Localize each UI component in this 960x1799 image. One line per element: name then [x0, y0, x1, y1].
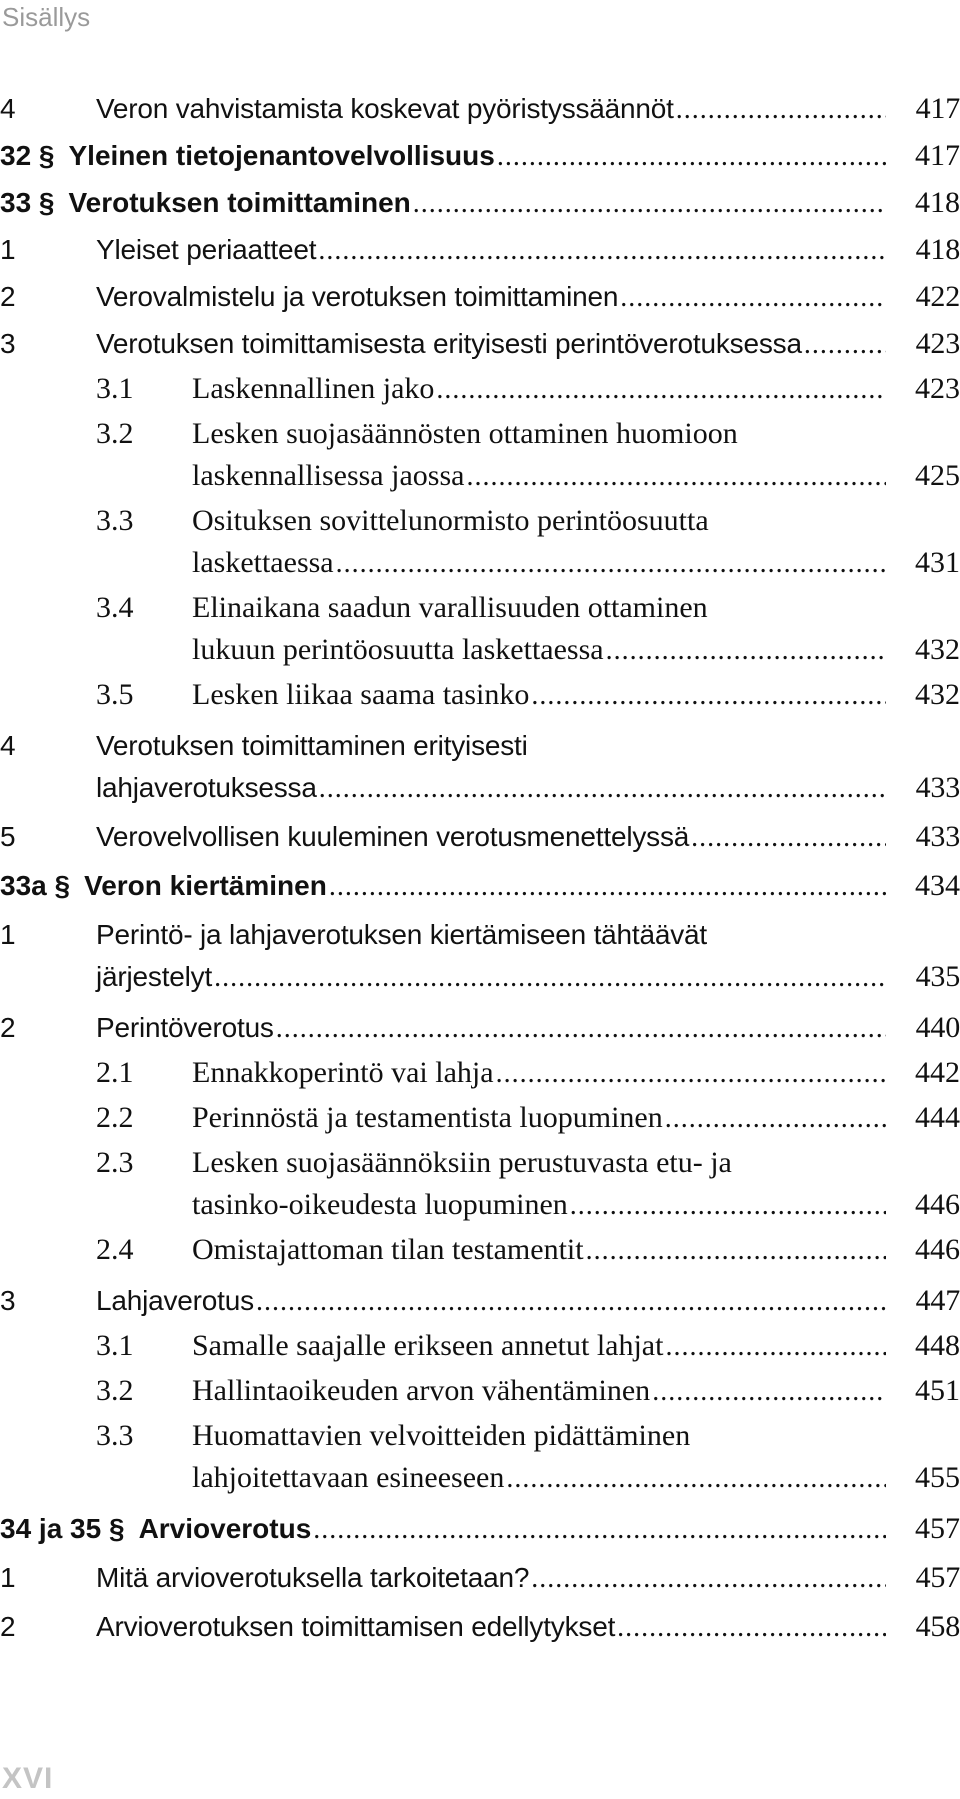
toc-entry-title: Hallintaoikeuden arvon vähentäminen	[192, 1374, 651, 1407]
toc-entry[interactable]	[0, 500, 960, 585]
dot-leader	[804, 324, 886, 366]
toc-entry[interactable]	[0, 88, 960, 131]
toc-entry[interactable]	[0, 587, 960, 672]
toc-entry-title-line: Lesken suojasäännösten ottaminen huomioon	[192, 417, 738, 450]
running-header: Sisällys	[2, 2, 91, 32]
toc-entry[interactable]	[0, 1557, 960, 1600]
toc-entry-page: 451	[915, 1374, 960, 1407]
dot-leader	[676, 89, 886, 131]
dot-leader	[665, 1098, 886, 1140]
toc-entry[interactable]	[0, 1280, 960, 1323]
toc-entry-title: järjestelyt	[96, 961, 213, 992]
toc-entry-title: Perinnöstä ja testamentista luopuminen	[192, 1101, 663, 1134]
dot-leader	[256, 1281, 886, 1323]
toc-entry-number: 32 §	[0, 140, 55, 171]
toc-entry-title: Veron vahvistamista koskevat pyöristyssäännöt	[96, 93, 674, 124]
toc-entry-number: 1	[0, 1562, 16, 1593]
toc-entry[interactable]	[0, 1508, 960, 1551]
toc-entry-title: Arvioverotus	[138, 1513, 312, 1544]
toc-entry[interactable]	[0, 914, 960, 999]
toc-entry-number: 3	[0, 1285, 16, 1316]
dot-leader	[691, 817, 886, 859]
toc-entry[interactable]	[0, 865, 960, 908]
toc-entry-title: Lesken liikaa saama tasinko	[192, 678, 530, 711]
toc-entry-title-line: Perintö- ja lahjaverotuksen kiertämiseen tähtäävät	[96, 919, 708, 950]
toc-entry[interactable]	[0, 1052, 960, 1095]
toc-entry-page: 457	[915, 1561, 960, 1594]
toc-entry-title: lukuun perintöosuutta laskettaessa	[192, 633, 604, 666]
toc-entry[interactable]	[0, 1229, 960, 1272]
toc-entry-number: 2.2	[96, 1101, 134, 1134]
dot-leader	[466, 456, 886, 498]
toc-entry-title-line: Verotuksen toimittaminen erityisesti	[96, 730, 528, 761]
dot-leader	[313, 1509, 886, 1551]
toc-entry-title: tasinko-oikeudesta luopuminen	[192, 1188, 568, 1221]
dot-leader	[617, 1607, 886, 1649]
dot-leader	[620, 277, 886, 319]
dot-leader	[570, 1185, 886, 1227]
toc-entry[interactable]	[0, 323, 960, 366]
dot-leader	[652, 1371, 886, 1413]
toc-entry-page: 446	[915, 1188, 960, 1221]
toc-entry-page: 423	[915, 372, 960, 405]
toc-entry-title: Verovelvollisen kuuleminen verotusmenettelyssä	[96, 821, 690, 852]
dot-leader	[329, 866, 886, 908]
toc-entry-number: 3.4	[96, 591, 134, 624]
toc-entry-title-line: Lesken suojasäännöksiin perustuvasta etu- ja	[192, 1146, 732, 1179]
dot-leader	[531, 1558, 886, 1600]
toc-entry[interactable]	[0, 816, 960, 859]
toc-entry[interactable]	[0, 1606, 960, 1649]
dot-leader	[497, 136, 886, 178]
toc-entry[interactable]	[0, 276, 960, 319]
toc-entry-number: 1	[0, 234, 16, 265]
toc-entry-title: Laskennallinen jako	[192, 372, 435, 405]
toc-entry-title: Verovalmistelu ja verotuksen toimittaminen	[96, 281, 619, 312]
toc-entry[interactable]	[0, 1097, 960, 1140]
toc-entry[interactable]	[0, 674, 960, 717]
toc-entry[interactable]	[0, 1325, 960, 1368]
toc-entry-title: Verotuksen toimittaminen	[68, 187, 411, 218]
toc-entry-title: lahjaverotuksessa	[96, 772, 317, 803]
toc-entry-page: 442	[915, 1056, 960, 1089]
toc-entry[interactable]	[0, 725, 960, 810]
toc-entry-page: 447	[915, 1284, 960, 1317]
dot-leader	[214, 957, 886, 999]
toc-entry-page: 457	[915, 1512, 960, 1545]
toc-entry-title-line: Osituksen sovittelunormisto perintöosuutta	[192, 504, 709, 537]
page-number: XVI	[2, 1762, 54, 1795]
toc-entry-page: 446	[915, 1233, 960, 1266]
dot-leader	[496, 1053, 886, 1095]
toc-entry-number: 2	[0, 281, 16, 312]
toc-entry-page: 440	[915, 1011, 960, 1044]
toc-entry-page: 425	[915, 459, 960, 492]
toc-entry[interactable]	[0, 1142, 960, 1227]
toc-entry-page: 434	[915, 869, 960, 902]
toc-entry-title: Mitä arvioverotuksella tarkoitetaan?	[96, 1562, 530, 1593]
toc-entry-number: 4	[0, 93, 16, 124]
toc-entry-number: 3.2	[96, 1374, 134, 1407]
toc-entry[interactable]	[0, 413, 960, 498]
toc-entry-number: 2	[0, 1611, 16, 1642]
toc-entry-number: 4	[0, 730, 16, 761]
toc-entry-title: Yleiset periaatteet	[96, 234, 317, 265]
toc-entry-number: 2.3	[96, 1146, 134, 1179]
toc-entry-title: laskettaessa	[192, 546, 334, 579]
toc-entry-title: Samalle saajalle erikseen annetut lahjat	[192, 1329, 664, 1362]
toc-entry-page: 444	[915, 1101, 960, 1134]
toc-entry-number: 3.1	[96, 1329, 134, 1362]
toc-entry-page: 422	[915, 280, 960, 313]
toc-entry[interactable]	[0, 229, 960, 272]
toc-entry-title-line: Elinaikana saadun varallisuuden ottaminen	[192, 591, 708, 624]
dot-leader	[276, 1008, 886, 1050]
toc-entry-title: Yleinen tietojenantovelvollisuus	[68, 140, 495, 171]
toc-entry[interactable]	[0, 1415, 960, 1500]
dot-leader	[436, 369, 886, 411]
toc-entry-page: 417	[915, 92, 960, 125]
toc-entry-title: Ennakkoperintö vai lahja	[192, 1056, 494, 1089]
toc-entry-page: 433	[915, 820, 960, 853]
toc-entry-title: Verotuksen toimittamisesta erityisesti perintöverotuksessa	[96, 328, 802, 359]
toc-entry-number: 3	[0, 328, 16, 359]
toc-entry-number: 2	[0, 1012, 16, 1043]
toc-entry-title: Omistajattoman tilan testamentit	[192, 1233, 584, 1266]
toc-entry-page: 448	[915, 1329, 960, 1362]
dot-leader	[413, 183, 886, 225]
toc-entry-page: 418	[915, 233, 960, 266]
toc-entry-page: 433	[915, 771, 960, 804]
toc-entry-title: laskennallisessa jaossa	[192, 459, 465, 492]
toc-entry[interactable]	[0, 1370, 960, 1413]
toc-entry-number: 3.2	[96, 417, 134, 450]
toc-entry-number: 3.1	[96, 372, 134, 405]
toc-entry-number: 1	[0, 919, 16, 950]
toc-entry-page: 435	[915, 960, 960, 993]
toc-entry-title: Arvioverotuksen toimittamisen edellytykset	[96, 1611, 616, 1642]
toc-entry[interactable]	[0, 135, 960, 178]
toc-entry-page: 431	[915, 546, 960, 579]
dot-leader	[336, 543, 886, 585]
toc-entry-page: 458	[915, 1610, 960, 1643]
dot-leader	[531, 675, 886, 717]
toc-entry-number: 2.1	[96, 1056, 134, 1089]
toc-entry-title: Lahjaverotus	[96, 1285, 254, 1316]
toc-entry[interactable]	[0, 1007, 960, 1050]
table-of-contents	[0, 88, 960, 1649]
toc-entry-number: 5	[0, 821, 16, 852]
toc-entry-number: 33a §	[0, 870, 71, 901]
toc-entry[interactable]	[0, 368, 960, 411]
dot-leader	[606, 630, 886, 672]
toc-entry-number: 3.3	[96, 504, 134, 537]
toc-entry-title: Perintöverotus	[96, 1012, 274, 1043]
toc-entry-page: 432	[915, 633, 960, 666]
dot-leader	[665, 1326, 886, 1368]
toc-entry-number: 3.3	[96, 1419, 134, 1452]
toc-entry-page: 423	[915, 327, 960, 360]
toc-entry-page: 455	[915, 1461, 960, 1494]
toc-entry-page: 418	[915, 186, 960, 219]
dot-leader	[319, 768, 886, 810]
toc-entry-title: Veron kiertäminen	[84, 870, 327, 901]
toc-entry-number: 33 §	[0, 187, 55, 218]
toc-entry[interactable]	[0, 182, 960, 225]
dot-leader	[586, 1230, 886, 1272]
toc-entry-number: 2.4	[96, 1233, 134, 1266]
dot-leader	[506, 1458, 886, 1500]
toc-entry-page: 417	[915, 139, 960, 172]
toc-entry-number: 3.5	[96, 678, 134, 711]
toc-entry-title: lahjoitettavaan esineeseen	[192, 1461, 505, 1494]
toc-entry-title-line: Huomattavien velvoitteiden pidättäminen	[192, 1419, 691, 1452]
toc-entry-page: 432	[915, 678, 960, 711]
dot-leader	[318, 230, 886, 272]
toc-entry-number: 34 ja 35 §	[0, 1513, 125, 1544]
